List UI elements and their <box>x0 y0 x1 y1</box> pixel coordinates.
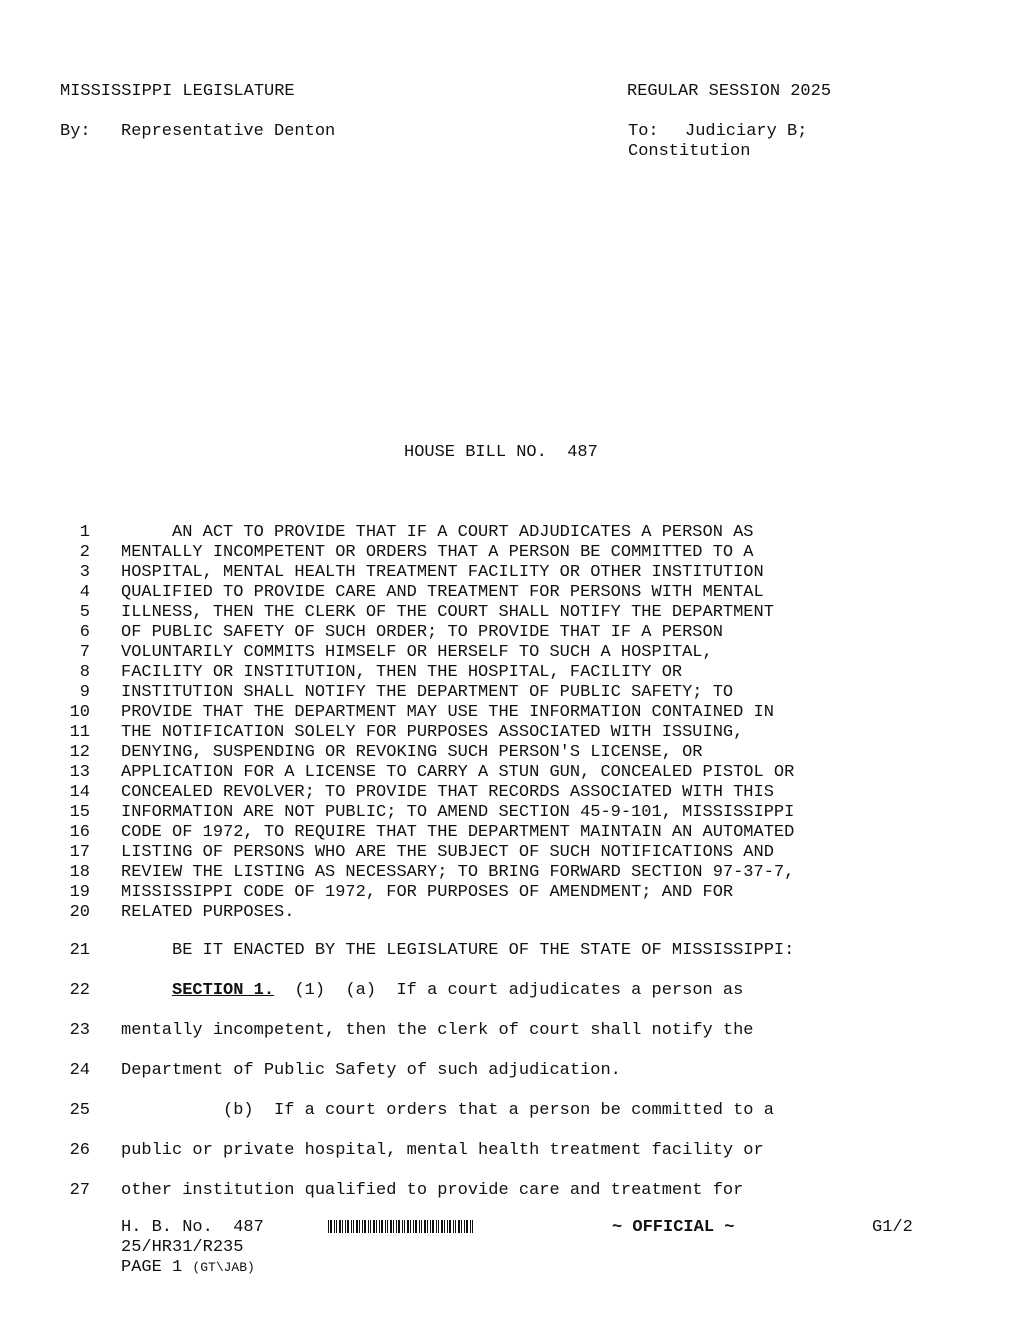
barcode-bar <box>336 1220 337 1233</box>
page-label <box>121 1258 255 1278</box>
barcode-bar <box>421 1220 422 1233</box>
barcode-bar <box>455 1220 456 1233</box>
line-number: 19 <box>69 883 90 902</box>
line-number: 9 <box>79 683 90 702</box>
page-code: G1/2 <box>872 1218 913 1237</box>
barcode-bar <box>370 1220 371 1233</box>
section-text: (1) (a) If a court adjudicates a person as <box>274 981 744 1000</box>
barcode-bar <box>347 1220 349 1233</box>
barcode-bar <box>368 1220 369 1233</box>
barcode-bar <box>438 1220 439 1233</box>
line-number: 23 <box>69 1021 90 1040</box>
line-number: 11 <box>69 723 90 742</box>
text-line: mentally incompetent, then the clerk of court shall notify the <box>121 1021 754 1040</box>
barcode-bar <box>458 1220 460 1233</box>
official-label: ~ OFFICIAL ~ <box>612 1218 735 1237</box>
barcode-bar <box>470 1220 471 1233</box>
committee-line-1: Judiciary B; <box>685 122 808 141</box>
barcode-bar <box>449 1220 451 1233</box>
line-number: 16 <box>69 823 90 842</box>
barcode-bar <box>407 1220 409 1233</box>
line-number: 17 <box>69 843 90 862</box>
doc-code: 25/HR31/R235 <box>121 1238 244 1257</box>
line-number: 25 <box>69 1101 90 1120</box>
barcode-bar <box>404 1220 405 1233</box>
text-line: MENTALLY INCOMPETENT OR ORDERS THAT A PERSON BE COMMITTED TO A <box>121 543 754 562</box>
text-line: CONCEALED REVOLVER; TO PROVIDE THAT RECORDS ASSOCIATED WITH THIS <box>121 783 774 802</box>
barcode-bar <box>362 1220 363 1233</box>
barcode-bar <box>464 1220 465 1233</box>
line-number: 12 <box>69 743 90 762</box>
text-line: AN ACT TO PROVIDE THAT IF A COURT ADJUDICATES A PERSON AS <box>121 523 754 542</box>
text-line: VOLUNTARILY COMMITS HIMSELF OR HERSELF TO SUCH A HOSPITAL, <box>121 643 713 662</box>
barcode-bar <box>381 1220 383 1233</box>
line-number: 24 <box>69 1061 90 1080</box>
text-line: CODE OF 1972, TO REQUIRE THAT THE DEPARTMENT MAINTAIN AN AUTOMATED <box>121 823 795 842</box>
barcode-bar <box>376 1220 377 1233</box>
line-number: 2 <box>79 543 90 562</box>
line-number: 15 <box>69 803 90 822</box>
enacting-clause: BE IT ENACTED BY THE LEGISLATURE OF THE STATE OF MISSISSIPPI: <box>121 941 795 960</box>
text-line: DENYING, SUSPENDING OR REVOKING SUCH PERSON'S LICENSE, OR <box>121 743 703 762</box>
text-line: Department of Public Safety of such adjudication. <box>121 1061 621 1080</box>
barcode-bar <box>398 1220 400 1233</box>
barcode-bar <box>396 1220 397 1233</box>
barcode-bar <box>373 1220 375 1233</box>
text-line: (b) If a court orders that a person be committed to a <box>121 1101 774 1120</box>
text-line: public or private hospital, mental health treatment facility or <box>121 1141 764 1160</box>
line-number: 3 <box>79 563 90 582</box>
text-line: QUALIFIED TO PROVIDE CARE AND TREATMENT FOR PERSONS WITH MENTAL <box>121 583 764 602</box>
page-number: PAGE 1 <box>121 1258 183 1277</box>
text-line: HOSPITAL, MENTAL HEALTH TREATMENT FACILITY OR OTHER INSTITUTION <box>121 563 764 582</box>
barcode-bar <box>410 1220 411 1233</box>
text-line: FACILITY OR INSTITUTION, THEN THE HOSPITAL, FACILITY OR <box>121 663 683 682</box>
barcode-bar <box>402 1220 403 1233</box>
barcode-bar <box>461 1220 462 1233</box>
text-line: INSTITUTION SHALL NOTIFY THE DEPARTMENT OF PUBLIC SAFETY; TO <box>121 683 734 702</box>
line-number: 18 <box>69 863 90 882</box>
text-line: ILLNESS, THEN THE CLERK OF THE COURT SHALL NOTIFY THE DEPARTMENT <box>121 603 774 622</box>
line-number: 14 <box>69 783 90 802</box>
barcode-bar <box>330 1220 332 1233</box>
text-line: INFORMATION ARE NOT PUBLIC; TO AMEND SECTION 45-9-101, MISSISSIPPI <box>121 803 795 822</box>
text-line: other institution qualified to provide care and treatment for <box>121 1181 744 1200</box>
line-number: 10 <box>69 703 90 722</box>
barcode-bar <box>342 1220 343 1233</box>
barcode-bar <box>387 1220 388 1233</box>
committee-line-2: Constitution <box>628 142 751 161</box>
barcode-bar <box>472 1220 473 1233</box>
text-line: RELATED PURPOSES. <box>121 903 295 922</box>
text-line: PROVIDE THAT THE DEPARTMENT MAY USE THE INFORMATION CONTAINED IN <box>121 703 774 722</box>
barcode-bar <box>385 1220 386 1233</box>
barcode-bar <box>351 1220 352 1233</box>
text-line: REVIEW THE LISTING AS NECESSARY; TO BRING FORWARD SECTION 97-37-7, <box>121 863 795 882</box>
barcode-bar <box>334 1220 335 1233</box>
barcode-bar <box>436 1220 437 1233</box>
line-number: 4 <box>79 583 90 602</box>
text-line: OF PUBLIC SAFETY OF SUCH ORDER; TO PROVIDE THAT IF A PERSON <box>121 623 723 642</box>
barcode-bar <box>345 1220 346 1233</box>
barcode-bar <box>432 1220 434 1233</box>
line-number: 7 <box>79 643 90 662</box>
line-number: 13 <box>69 763 90 782</box>
text-line: THE NOTIFICATION SOLELY FOR PURPOSES ASSOCIATED WITH ISSUING, <box>121 723 744 742</box>
sponsor-name: Representative Denton <box>121 122 336 141</box>
line-number: 20 <box>69 903 90 922</box>
barcode-bar <box>393 1220 394 1233</box>
barcode-bar <box>339 1220 341 1233</box>
footer-bill-ref: H. B. No. 487 <box>121 1218 264 1237</box>
line-number: 22 <box>69 981 90 1000</box>
section-heading: SECTION 1. <box>172 981 275 1000</box>
line-number: 27 <box>69 1181 90 1200</box>
session-label: REGULAR SESSION 2025 <box>627 82 832 101</box>
barcode-bar <box>413 1220 414 1233</box>
barcode-bar <box>424 1220 426 1233</box>
line-number: 8 <box>79 663 90 682</box>
barcode-bar <box>379 1220 380 1233</box>
line-number: 26 <box>69 1141 90 1160</box>
text-line: LISTING OF PERSONS WHO ARE THE SUBJECT OF SUCH NOTIFICATIONS AND <box>121 843 774 862</box>
barcode-bar <box>444 1220 445 1233</box>
barcode-bar <box>359 1220 360 1233</box>
legislature-name: MISSISSIPPI LEGISLATURE <box>60 82 295 101</box>
bill-title: HOUSE BILL NO. 487 <box>404 443 598 462</box>
barcode-bar <box>441 1220 443 1233</box>
line-number: 6 <box>79 623 90 642</box>
by-label: By: <box>60 122 91 141</box>
line-number: 1 <box>79 523 90 542</box>
barcode-bar <box>415 1220 417 1233</box>
barcode-bar <box>447 1220 448 1233</box>
line-number: 21 <box>69 941 90 960</box>
barcode-bar <box>419 1220 420 1233</box>
text-line: APPLICATION FOR A LICENSE TO CARRY A STUN GUN, CONCEALED PISTOL OR <box>121 763 795 782</box>
barcode-bar <box>427 1220 428 1233</box>
to-label: To: <box>628 122 659 141</box>
barcode-bar <box>356 1220 358 1233</box>
barcode-image <box>328 1220 473 1233</box>
barcode-bar <box>353 1220 354 1233</box>
line-number: 5 <box>79 603 90 622</box>
barcode-bar <box>364 1220 366 1233</box>
drafter-initials: (GT\JAB) <box>192 1260 255 1275</box>
section-1-line <box>121 981 743 1001</box>
barcode-bar <box>466 1220 468 1233</box>
barcode-bar <box>390 1220 392 1233</box>
barcode-bar <box>453 1220 454 1233</box>
barcode-bar <box>430 1220 431 1233</box>
text-line: MISSISSIPPI CODE OF 1972, FOR PURPOSES OF AMENDMENT; AND FOR <box>121 883 734 902</box>
barcode-bar <box>328 1220 329 1233</box>
